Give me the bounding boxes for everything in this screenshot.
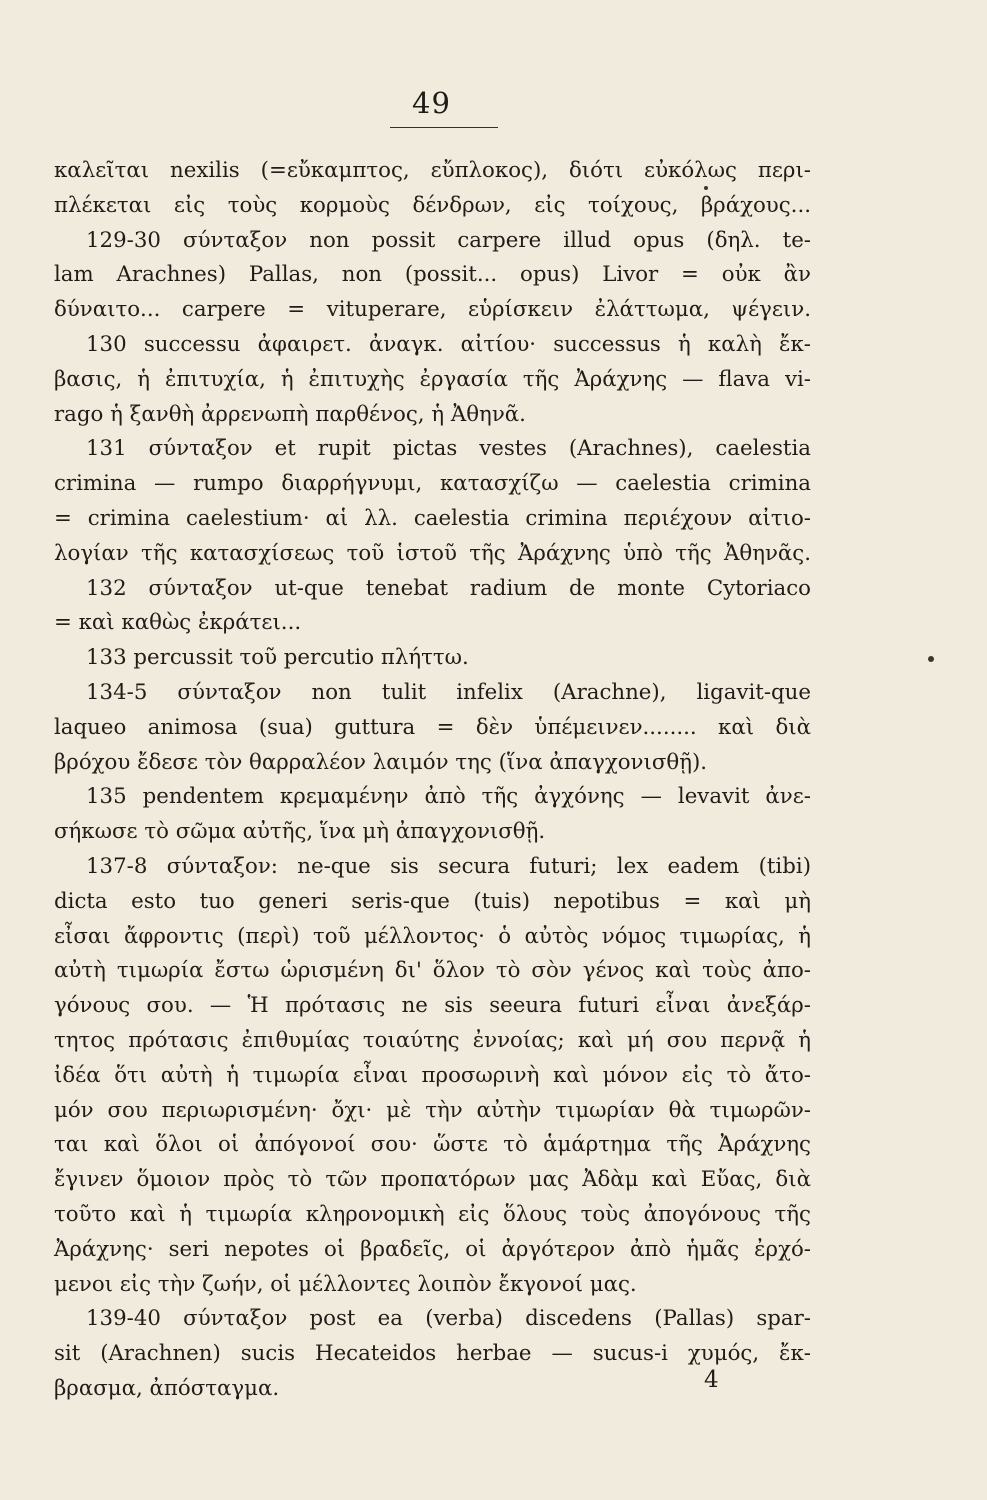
ink-speck	[704, 186, 708, 190]
text-line: ἰδέα ὅτι αὐτὴ ἡ τιμωρία εἶναι προσωρινὴ καὶ μόνον εἰς τὸ ἄτο-	[54, 1062, 811, 1088]
text-line: μενοι εἰς τὴν ζωήν, οἱ μέλλοντες λοιπὸν ἔκγονοί μας.	[54, 1271, 637, 1297]
text-line: Ἀράχνης· seri nepotes οἱ βραδεῖς, οἱ ἀργότερον ἀπὸ ἡμᾶς ἐρχό-	[54, 1236, 811, 1262]
text-line: δύναιτο... carpere = vituperare, εὑρίσκειν ἐλάττωμα, ψέγειν.	[54, 297, 811, 323]
text-line: ἔγινεν ὅμοιον πρὸς τὸ τῶν προπατόρων μας Ἀδὰμ καὶ Εὔας, διὰ	[54, 1167, 811, 1193]
text-line: 133 percussit τοῦ percutio πλήττω.	[86, 645, 469, 671]
text-line: sit (Arachnen) sucis Hecateidos herbae — sucus-i χυμός, ἔκ-	[54, 1341, 811, 1367]
text-line: 139-40 σύνταξον post ea (verba) discedens (Pallas) spar-	[86, 1306, 811, 1332]
text-line: crimina — rumpo διαρρήγνυμι, κατασχίζω — caelestia crimina	[54, 471, 811, 497]
text-line: = καὶ καθὼς ἐκράτει...	[54, 610, 302, 636]
text-line: εἶσαι ἄφροντις (περὶ) τοῦ μέλλοντος· ὁ αὐτὸς νόμος τιμωρίας, ἡ	[54, 923, 811, 949]
text-line: = crimina caelestium· αἱ λλ. caelestia crimina περιέχουν αἰτιο-	[54, 505, 811, 531]
text-line: lam Arachnes) Pallas, non (possit... opus) Livor = οὐκ ἂν	[54, 262, 811, 288]
text-line: τητος πρότασις ἐπιθυμίας τοιαύτης ἐννοίας; καὶ μή σου περνᾷ ἡ	[54, 1027, 811, 1053]
text-line: 132 σύνταξον ut-que tenebat radium de monte Cytoriaco	[86, 575, 811, 601]
text-line: rago ἡ ξανθὴ ἀρρενωπὴ παρθένος, ἡ Ἀθηνᾶ.	[54, 401, 526, 427]
text-line: 135 pendentem κρεμαμένην ἀπὸ τῆς ἀγχόνης — levavit ἀνε-	[86, 784, 811, 810]
text-line: βασις, ἡ ἐπιτυχία, ἡ ἐπιτυχὴς ἐργασία τῆς Ἀράχνης — flava vi-	[54, 366, 811, 392]
text-line: γόνους σου. — Ἡ πρότασις ne sis seeura futuri εἶναι ἀνεξάρ-	[54, 993, 811, 1019]
commentary-text	[54, 154, 811, 1407]
text-line: σήκωσε τὸ σῶμα αὐτῆς, ἵνα μὴ ἀπαγχονισθῇ.	[54, 819, 546, 845]
text-line: 129-30 σύνταξον non possit carpere illud opus (δηλ. te-	[86, 227, 811, 253]
header-rule	[390, 127, 498, 128]
text-line: αὐτὴ τιμωρία ἔστω ὡρισμένη δι' ὅλον τὸ σὸν γένος καὶ τοὺς ἀπο-	[54, 958, 811, 984]
text-line: μόν σου περιωρισμένη· ὄχι· μὲ τὴν αὐτὴν τιμωρίαν θὰ τιμωρῶν-	[54, 1097, 811, 1123]
text-line: βρόχου ἔδεσε τὸν θαρραλέον λαιμόν της (ἵνα ἀπαγχονισθῇ).	[54, 749, 708, 775]
text-line: τοῦτο καὶ ἡ τιμωρία κληρονομικὴ εἰς ὅλους τοὺς ἀπογόνους τῆς	[54, 1201, 811, 1227]
text-line: ται καὶ ὅλοι οἱ ἀπόγονοί σου· ὥστε τὸ ἁμάρτημα τῆς Ἀράχνης	[54, 1132, 811, 1158]
text-line: βρασμα, ἀπόσταγμα.	[54, 1375, 280, 1401]
signature-mark: 4	[704, 1367, 719, 1393]
text-line: laqueo animosa (sua) guttura = δὲν ὑπέμεινεν........ καὶ διὰ	[54, 714, 811, 740]
ink-speck	[928, 656, 934, 662]
text-line: πλέκεται εἰς τοὺς κορμοὺς δένδρων, εἰς τοίχους, βράχους...	[54, 192, 811, 218]
text-line: λογίαν τῆς κατασχίσεως τοῦ ἱστοῦ τῆς Ἀράχνης ὑπὸ τῆς Ἀθηνᾶς.	[54, 540, 811, 566]
text-line: 131 σύνταξον et rupit pictas vestes (Arachnes), caelestia	[86, 436, 811, 462]
text-line: 134-5 σύνταξον non tulit infelix (Arachne), ligavit-que	[86, 679, 811, 705]
text-line: dicta esto tuo generi seris-que (tuis) nepotibus = καὶ μὴ	[54, 888, 811, 914]
text-line: 137-8 σύνταξον: ne-que sis secura futuri; lex eadem (tibi)	[86, 853, 811, 879]
text-line: καλεῖται nexilis (=εὔκαμπτος, εὔπλοκος), διότι εὐκόλως περι-	[54, 158, 811, 183]
page-number: 49	[412, 86, 451, 120]
text-line: 130 successu ἀφαιρετ. ἀναγκ. αἰτίου· successus ἡ καλὴ ἔκ-	[86, 331, 811, 357]
